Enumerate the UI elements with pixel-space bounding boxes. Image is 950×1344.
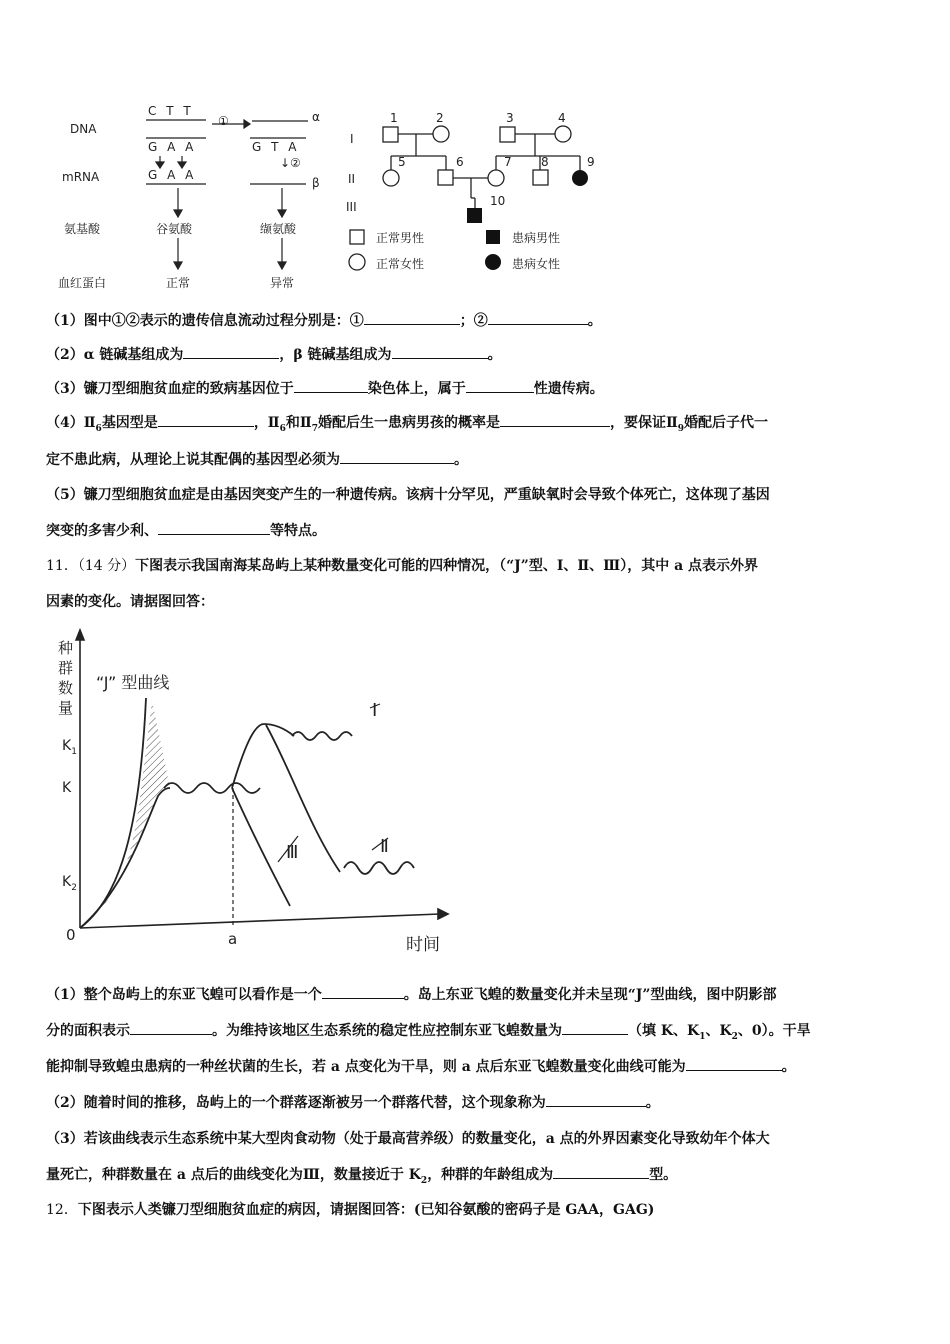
q10-blank-4[interactable] (392, 340, 488, 359)
q10-blank-1[interactable] (364, 306, 460, 325)
legend-affected-female: 患病女性 (512, 257, 561, 271)
pedigree-num-10: 10 (490, 194, 506, 208)
q11-part3: （3）若该曲线表示生态系统中某大型肉食动物（处于最高营养级）的数量变化，a 点的外界因素变化导致幼年个体大 (46, 1131, 770, 1147)
legend-normal-male: 正常男性 (376, 231, 425, 245)
pedigree-num-8: 8 (541, 155, 549, 169)
y-axis-label: 种 群 数 量 (58, 639, 74, 717)
pedigree-i2-female (433, 126, 449, 142)
q11-blank-6[interactable] (553, 1160, 649, 1179)
x-axis-label: 时间 (406, 935, 440, 955)
curve-ii-oscillation (344, 862, 414, 874)
q10-blank-9[interactable] (340, 445, 454, 464)
q10-blank-8[interactable] (500, 408, 610, 427)
q10-blank-10[interactable] (158, 516, 270, 535)
curve-i-rise (232, 724, 294, 788)
pedigree-num-9: 9 (587, 155, 595, 169)
amino-right: 缬氨酸 (260, 222, 297, 236)
mrna-left: G A A (148, 168, 197, 182)
q10-blank-5[interactable] (294, 374, 368, 393)
pedigree-iii10-affected-male (467, 208, 482, 223)
origin-label: 0 (66, 926, 76, 944)
pedigree-gen-i: I (350, 132, 354, 146)
q11-blank-4[interactable] (686, 1052, 782, 1071)
q10-blank-7[interactable] (158, 408, 254, 427)
dna-bottom-right: G T A (252, 140, 300, 154)
q11-blank-2[interactable] (130, 1016, 212, 1035)
dna-top-left: C T T (148, 104, 194, 118)
legend-normal-female-symbol (349, 254, 365, 270)
legend-affected-male: 患病男性 (512, 231, 561, 245)
q10-part4: $(4)Ⅱ_6$基因型是 ，$Ⅱ_6$和$Ⅱ_7$婚配后生一患病男孩的概率是 ，要保证$Ⅱ_9$婚配后子代一 (46, 406, 908, 446)
logistic-curve (80, 788, 170, 928)
pedigree-ii9-affected-female (572, 170, 588, 186)
label-amino-acid: 氨基酸 (64, 222, 101, 236)
pedigree-num-7: 7 (504, 155, 512, 169)
legend-affected-male-symbol (486, 230, 500, 244)
dna-figure-lines (0, 0, 340, 300)
protein-left: 正常 (166, 276, 191, 290)
pedigree-gen-iii: III (346, 200, 357, 214)
pedigree-i4-female (555, 126, 571, 142)
alpha-label: α (312, 110, 320, 124)
q10-blank-6[interactable] (466, 374, 534, 393)
pedigree-num-2: 2 (436, 111, 444, 125)
pedigree-ii5-female (383, 170, 399, 186)
shaded-area (80, 700, 170, 928)
pedigree-ii8-male (533, 170, 548, 185)
q11-part1-cont: 分的面积表示 。为维持该地区生态系统的稳定性应控制东亚飞蝗数量为 （填 K、$K_1$、$K_2$、0）。干旱 (46, 1014, 908, 1054)
amino-left: 谷氨酸 (156, 222, 193, 236)
q11-part1: （1）整个岛屿上的东亚飞蝗可以看作是一个 。岛上东亚飞蝗的数量变化并未呈现“J”型曲线，图中阴影部 (46, 978, 908, 1012)
q11-intro-cont: 因素的变化。请据图回答： (46, 594, 214, 610)
q10-part2: （2）α 链碱基组成为 ，β 链碱基组成为 。 (46, 338, 908, 372)
pedigree-num-6: 6 (456, 155, 464, 169)
dna-bottom-left: G A A (148, 140, 197, 154)
q10-blank-2[interactable] (488, 306, 588, 325)
q11-blank-5[interactable] (546, 1088, 646, 1107)
k1-label: $K_1$ (62, 738, 77, 757)
q10-part5-cont: 突变的多害少利、 等特点。 (46, 514, 908, 548)
step1-label: ① (218, 114, 229, 128)
beta-label: β (312, 176, 320, 190)
pedigree-ii7-female (488, 170, 504, 186)
a-label: a (228, 930, 238, 948)
q10-part4-cont: 定不患此病，从理论上说其配偶的基因型必须为 。 (46, 443, 908, 477)
pedigree-lines (340, 100, 610, 280)
curve-iii (232, 788, 290, 906)
q10-part1: （1）图中①②表示的遗传信息流动过程分别是：① ；② 。 (46, 304, 908, 338)
q11-part1-cont2: 能抑制导致蝗虫患病的一种丝状菌的生长，若 a 点变化为干旱，则 a 点后东亚飞蝗数量变化曲线可能为 。 (46, 1050, 908, 1084)
q10-blank-3[interactable] (183, 340, 279, 359)
curve-ii-label: Ⅱ (380, 836, 389, 857)
pedigree-num-3: 3 (506, 111, 514, 125)
x-axis (80, 914, 440, 928)
pedigree-num-1: 1 (390, 111, 398, 125)
curve-i-oscillation (292, 732, 352, 740)
q12-intro: 12．下图表示人类镰刀型细胞贫血症的病因，请据图回答：(已知谷氨酸的密码子是 GAA，GAG) (46, 1202, 655, 1218)
protein-right: 异常 (270, 276, 295, 290)
k-oscillation (164, 783, 260, 793)
q11-part3-cont: 量死亡，种群数量在 a 点后的曲线变化为Ⅲ，数量接近于 $K_2$，种群的年龄组成为 型。 (46, 1158, 908, 1198)
label-dna: DNA (70, 122, 97, 136)
label-mrna: mRNA (62, 170, 100, 184)
curve-i-label: Ⅰ (372, 700, 378, 721)
q11-blank-3[interactable] (562, 1016, 628, 1035)
legend-normal-male-symbol (350, 230, 364, 244)
pedigree-gen-ii: II (348, 172, 356, 186)
j-curve-label: “J” 型曲线 (96, 673, 170, 692)
pedigree-num-4: 4 (558, 111, 566, 125)
pedigree-i3-male (500, 127, 515, 142)
q10-part3: （3）镰刀型细胞贫血症的致病基因位于 染色体上，属于 性遗传病。 (46, 372, 908, 406)
label-hemoglobin: 血红蛋白 (58, 276, 107, 290)
j-curve (80, 698, 146, 928)
q11-intro: 11．（14 分）下图表示我国南海某岛屿上某种数量变化可能的四种情况，（“J”型、Ⅰ、Ⅱ、Ⅲ），其中 a 点表示外界 (46, 558, 759, 574)
curve-iii-label: Ⅲ (286, 842, 299, 863)
k-label: K (62, 780, 72, 796)
pedigree-i1-male (383, 127, 398, 142)
q11-part2: （2）随着时间的推移，岛屿上的一个群落逐渐被另一个群落代替，这个现象称为 。 (46, 1086, 908, 1120)
step2-label: ↓② (280, 156, 301, 170)
pedigree-ii6-male (438, 170, 453, 185)
q11-blank-1[interactable] (322, 980, 404, 999)
k2-label: $K_2$ (62, 874, 77, 893)
q10-part5: （5）镰刀型细胞贫血症是由基因突变产生的一种遗传病。该病十分罕见，严重缺氧时会导致个体死亡，这体现了基因 (46, 487, 770, 503)
curve-ii-fall (266, 725, 340, 872)
legend-normal-female: 正常女性 (376, 257, 425, 271)
legend-affected-female-symbol (485, 254, 501, 270)
pedigree-num-5: 5 (398, 155, 406, 169)
